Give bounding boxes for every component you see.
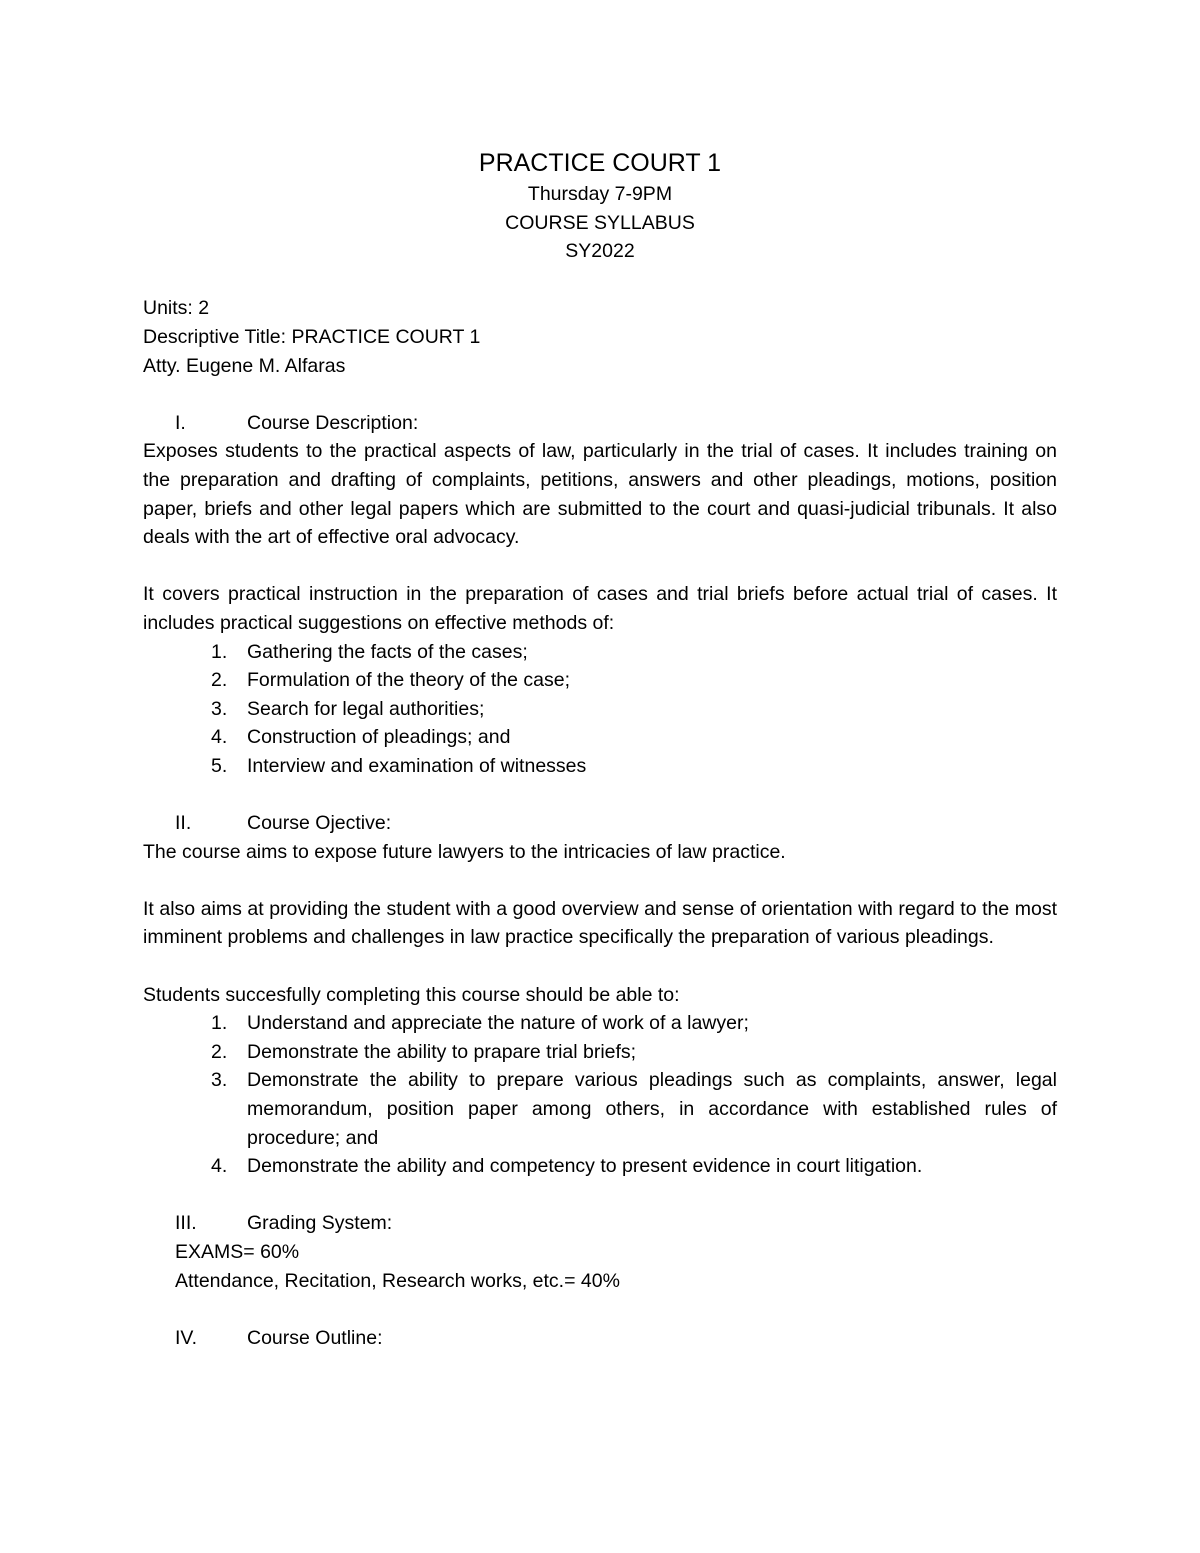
document-type: COURSE SYLLABUS bbox=[505, 211, 695, 234]
list-number: 3. bbox=[211, 1069, 228, 1092]
section-number: I. bbox=[175, 411, 186, 434]
school-year: SY2022 bbox=[565, 240, 635, 263]
spacer bbox=[143, 1181, 1057, 1210]
list-item bbox=[143, 1066, 1057, 1152]
list-number: 5. bbox=[211, 754, 228, 777]
list-text: Gathering the facts of the cases; bbox=[247, 640, 528, 663]
list-item bbox=[143, 723, 1057, 752]
section-title: Grading System: bbox=[247, 1212, 393, 1235]
spacer bbox=[143, 552, 1057, 581]
spacer bbox=[143, 952, 1057, 981]
section-heading-objective bbox=[143, 809, 1057, 838]
list-text: Interview and examination of witnesses bbox=[247, 754, 587, 777]
spacer bbox=[143, 866, 1057, 895]
list-number: 2. bbox=[211, 1040, 228, 1063]
list-text: Demonstrate the ability to prepare various pleadings such as complaints, answer, legal memorandum, position paper among others, in accordance with established rules of procedure; and bbox=[247, 1069, 1057, 1149]
description-paragraph-2: It covers practical instruction in the preparation of cases and trial briefs before actual trial of cases. It includes practical suggestions on effective methods of: bbox=[143, 583, 1057, 634]
section-heading-grading bbox=[143, 1209, 1057, 1238]
list-item bbox=[143, 752, 1057, 781]
list-item bbox=[143, 1038, 1057, 1067]
objective-paragraph-3: Students succesfully completing this course should be able to: bbox=[143, 983, 680, 1006]
spacer bbox=[143, 380, 1057, 409]
section-heading-outline bbox=[143, 1324, 1057, 1353]
class-schedule: Thursday 7-9PM bbox=[527, 183, 673, 205]
outcomes-list bbox=[143, 1009, 1057, 1181]
section-title: Course Ojective: bbox=[247, 812, 392, 835]
spacer bbox=[143, 266, 1057, 295]
list-text: Formulation of the theory of the case; bbox=[247, 669, 571, 692]
objective-paragraph-2: It also aims at providing the student with a good overview and sense of orientation with regard to the most imminent problems and challenges in law practice specifically the preparation of various pleadings. bbox=[143, 897, 1057, 949]
list-item bbox=[143, 638, 1057, 667]
grading-exams: EXAMS= 60% bbox=[175, 1240, 300, 1263]
list-number: 4. bbox=[211, 1155, 228, 1178]
section-number: III. bbox=[175, 1212, 197, 1235]
list-item bbox=[143, 1152, 1057, 1181]
list-number: 4. bbox=[211, 726, 228, 749]
spacer bbox=[143, 780, 1057, 809]
list-text: Understand and appreciate the nature of work of a lawyer; bbox=[247, 1012, 749, 1035]
list-text: Search for legal authorities; bbox=[247, 697, 485, 720]
section-title: Course Outline: bbox=[247, 1326, 383, 1349]
document-title: PRACTICE COURT 1 bbox=[478, 149, 722, 177]
syllabus-body bbox=[143, 146, 1057, 1352]
grading-other: Attendance, Recitation, Research works, etc.= 40% bbox=[175, 1269, 620, 1292]
list-item bbox=[143, 1009, 1057, 1038]
section-title: Course Description: bbox=[247, 411, 419, 434]
descriptive-title-line: Descriptive Title: PRACTICE COURT 1 bbox=[143, 325, 481, 348]
list-number: 1. bbox=[211, 1012, 228, 1035]
spacer bbox=[143, 1295, 1057, 1324]
section-number: IV. bbox=[175, 1326, 198, 1349]
methods-list bbox=[143, 638, 1057, 781]
list-item bbox=[143, 666, 1057, 695]
list-text: Construction of pleadings; and bbox=[247, 726, 511, 749]
list-number: 2. bbox=[211, 669, 228, 692]
units-line: Units: 2 bbox=[143, 297, 210, 320]
section-heading-description bbox=[143, 409, 1057, 438]
list-number: 3. bbox=[211, 697, 228, 720]
list-text: Demonstrate the ability to prapare trial briefs; bbox=[247, 1040, 637, 1063]
list-text: Demonstrate the ability and competency to present evidence in court litigation. bbox=[247, 1155, 923, 1178]
section-number: II. bbox=[175, 812, 192, 835]
list-number: 1. bbox=[211, 640, 228, 663]
objective-paragraph-1: The course aims to expose future lawyers to the intricacies of law practice. bbox=[143, 840, 786, 863]
instructor-line: Atty. Eugene M. Alfaras bbox=[143, 354, 346, 377]
description-paragraph-1: Exposes students to the practical aspects of law, particularly in the trial of cases. It includes training on the preparation and drafting of complaints, petitions, answers and other pleadings, motions, position paper, briefs and other legal papers which are submitted to the court and quasi-judicial tribunals. It also deals with the art of effective oral advocacy. bbox=[143, 440, 1057, 549]
list-item bbox=[143, 695, 1057, 724]
